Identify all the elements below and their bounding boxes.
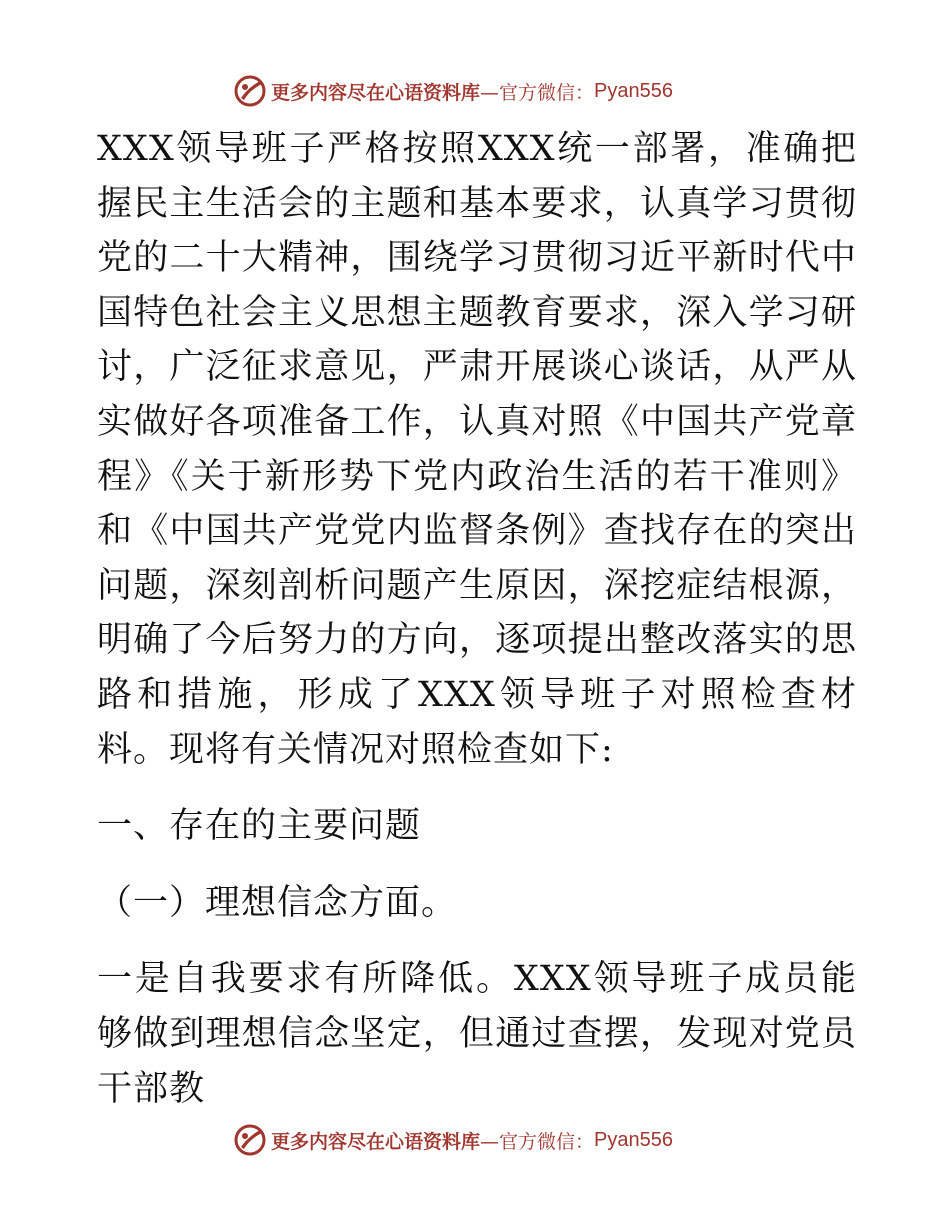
header-watermark	[233, 71, 673, 111]
section-heading: 一、存在的主要问题	[97, 806, 422, 847]
watermark-id: Pyan556	[594, 1128, 673, 1151]
body-paragraph: 一是自我要求有所降低。XXX领导班子成员能够做到理想信念坚定，但通过查摆，发现对党员干部教	[97, 959, 857, 1109]
brush-logo-icon	[233, 74, 267, 108]
brush-logo-icon	[233, 1123, 267, 1157]
watermark-text: 更多内容尽在心语资料库	[271, 1130, 481, 1153]
watermark-sub: —官方微信：	[480, 1130, 595, 1153]
document-body	[97, 122, 857, 1116]
footer-watermark	[233, 1120, 673, 1160]
watermark-sub: —官方微信：	[480, 81, 595, 104]
watermark-id: Pyan556	[594, 79, 673, 102]
subsection-heading: （一）理想信念方面。	[97, 882, 458, 923]
watermark-text: 更多内容尽在心语资料库	[271, 81, 481, 104]
body-paragraph: XXX领导班子严格按照XXX统一部署，准确把握民主生活会的主题和基本要求，认真学习贯彻党的二十大精神，围绕学习贯彻习近平新时代中国特色社会主义思想主题教育要求，深入学习研讨，广泛征求意见，严肃开展谈心谈话，从严从实做好各项准备工作，认真对照《中国共产党章程》《关于新形势下党内政治生活的若干准则》和《中国共产党党内监督条例》查找存在的突出问题，深刻剖析问题产生原因，深挖症结根源，明确了今后努力的方向，逐项提出整改落实的思路和措施，形成了XXX领导班子对照检查材料。现将有关情况对照检查如下:	[97, 129, 857, 770]
